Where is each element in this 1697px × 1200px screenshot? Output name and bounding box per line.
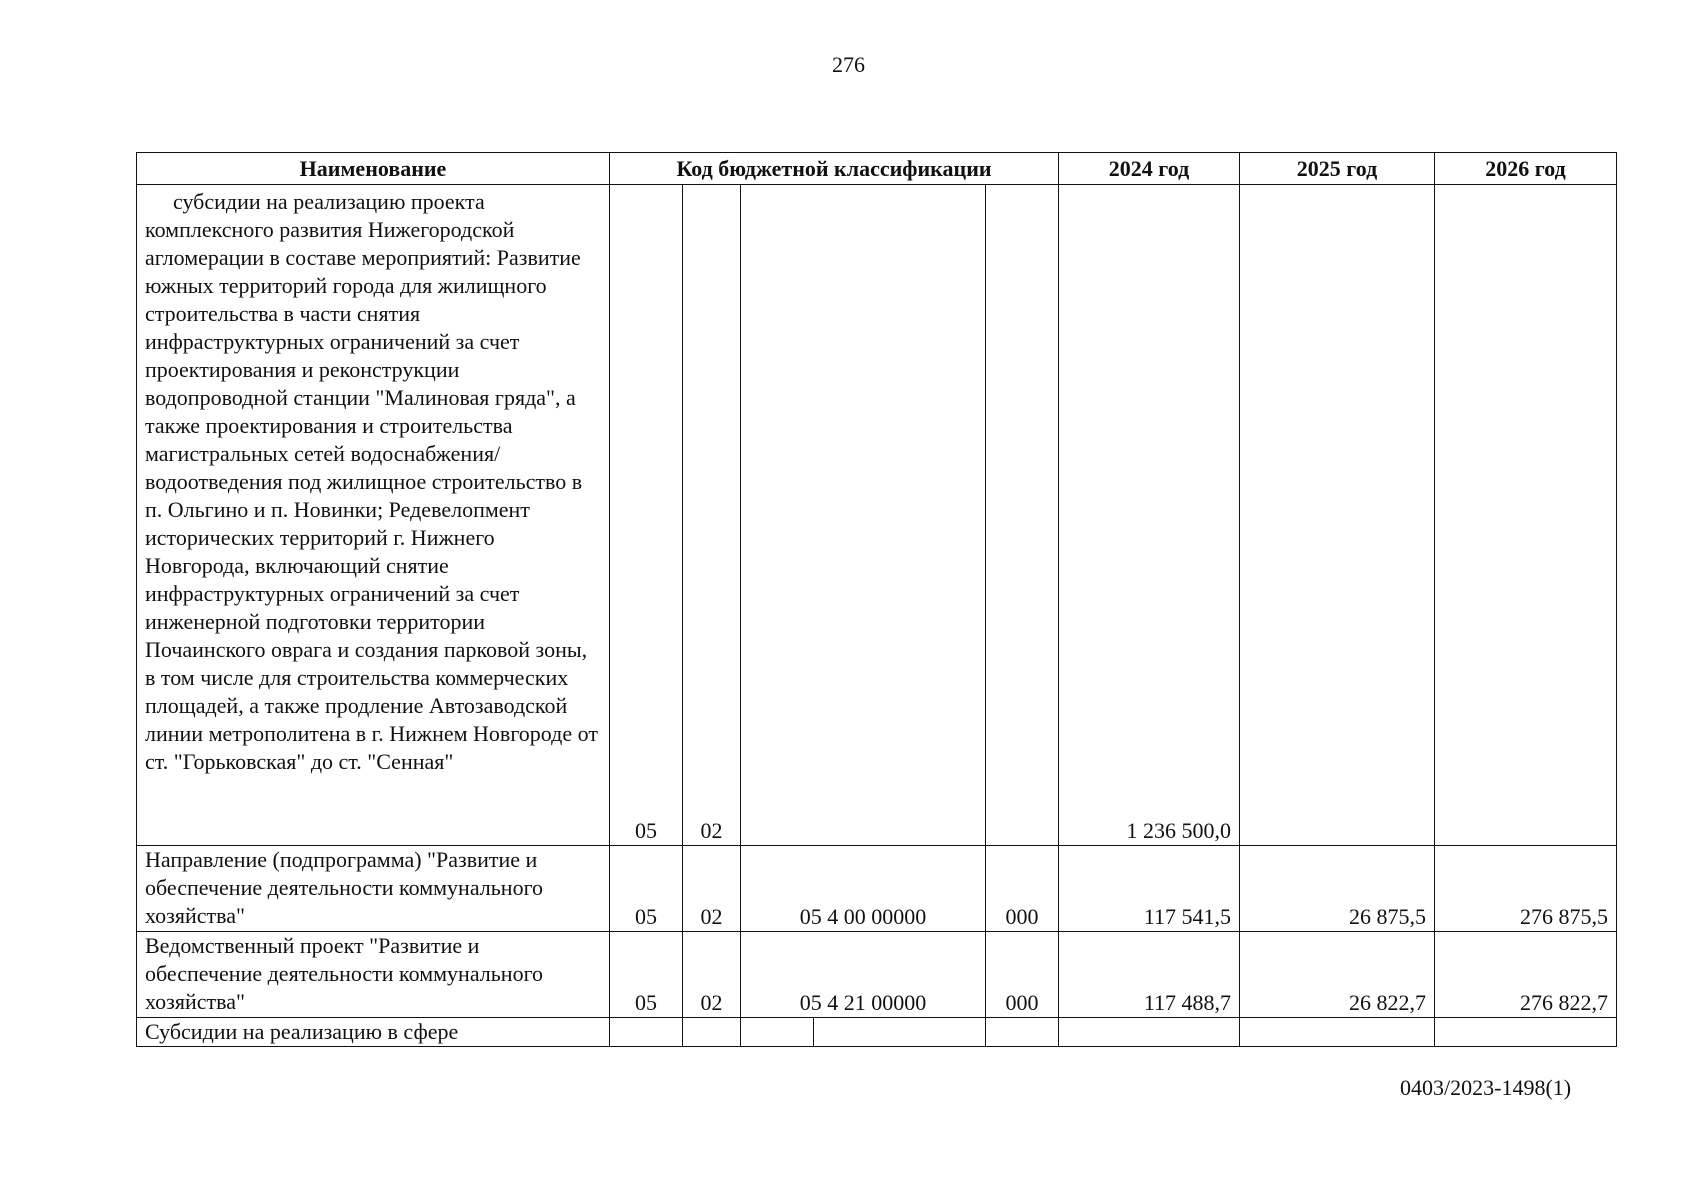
header-2025: 2025 год: [1240, 153, 1435, 185]
row-2025: 26 875,5: [1240, 846, 1435, 932]
row-expense-type: 000: [986, 932, 1059, 1018]
row-2026: [1435, 1018, 1617, 1047]
row-section: 05: [610, 932, 683, 1018]
row-2024: 117 488,7: [1059, 932, 1240, 1018]
header-code: Код бюджетной классификации: [610, 153, 1059, 185]
row-article: [741, 185, 986, 846]
header-2026: 2026 год: [1435, 153, 1617, 185]
row-section: 05: [610, 846, 683, 932]
row-2025: 26 822,7: [1240, 932, 1435, 1018]
row-section: 05: [610, 185, 683, 846]
row-name: Ведомственный проект "Развитие и обеспечение деятельности коммунального хозяйства": [137, 932, 610, 1018]
table-row: [137, 846, 1617, 932]
document-code: 0403/2023-1498(1): [1400, 1075, 1572, 1100]
row-expense-type: [986, 185, 1059, 846]
row-2026: [1435, 185, 1617, 846]
row-article-a: [741, 1018, 814, 1047]
row-2024: 117 541,5: [1059, 846, 1240, 932]
row-expense-type: [986, 1018, 1059, 1047]
row-name: Субсидии на реализацию в сфере: [137, 1018, 610, 1047]
row-subsection: [683, 1018, 741, 1047]
page-number: 276: [832, 52, 865, 77]
row-name-text: субсидии на реализацию проекта комплексного развития Нижегородской агломерации в составе мероприятий: Развитие южных территорий города для жилищного строительства в части снятия инфраструктурных ограничений за счет проектирования и реконструкции водопроводной станции "Малиновая гряда", а также проектирования и строительства магистральных сетей водоснабжения/ водоотведения под жилищное строительство в п. Ольгино и п. Новинки; Редевелопмент исторических территорий г. Нижнего Новгорода, включающий снятие инфраструктурных ограничений за счет инженерной подготовки территории Почаинского оврага и создания парковой зоны, в том числе для строительства коммерческих площадей, а также продление Автозаводской линии метрополитена в г. Нижнем Новгороде от ст. "Горьковская" до ст. "Сенная": [145, 189, 598, 774]
table-row: [137, 932, 1617, 1018]
table-header-row: [137, 153, 1617, 185]
row-article: 05 4 00 00000: [741, 846, 986, 932]
table-row: [137, 1018, 1617, 1047]
row-article-b: [814, 1018, 986, 1047]
row-expense-type: 000: [986, 846, 1059, 932]
budget-table: [136, 152, 1617, 1047]
row-article: 05 4 21 00000: [741, 932, 986, 1018]
row-section: [610, 1018, 683, 1047]
row-subsection: 02: [683, 932, 741, 1018]
table-row: [137, 185, 1617, 846]
row-2025: [1240, 1018, 1435, 1047]
row-name: [137, 185, 610, 846]
row-2026: 276 822,7: [1435, 932, 1617, 1018]
row-2025: [1240, 185, 1435, 846]
row-2024: [1059, 1018, 1240, 1047]
row-subsection: 02: [683, 185, 741, 846]
header-2024: 2024 год: [1059, 153, 1240, 185]
row-2026: 276 875,5: [1435, 846, 1617, 932]
row-name: Направление (подпрограмма) "Развитие и обеспечение деятельности коммунального хозяйства": [137, 846, 610, 932]
header-name: Наименование: [137, 153, 610, 185]
row-subsection: 02: [683, 846, 741, 932]
row-2024: 1 236 500,0: [1059, 185, 1240, 846]
